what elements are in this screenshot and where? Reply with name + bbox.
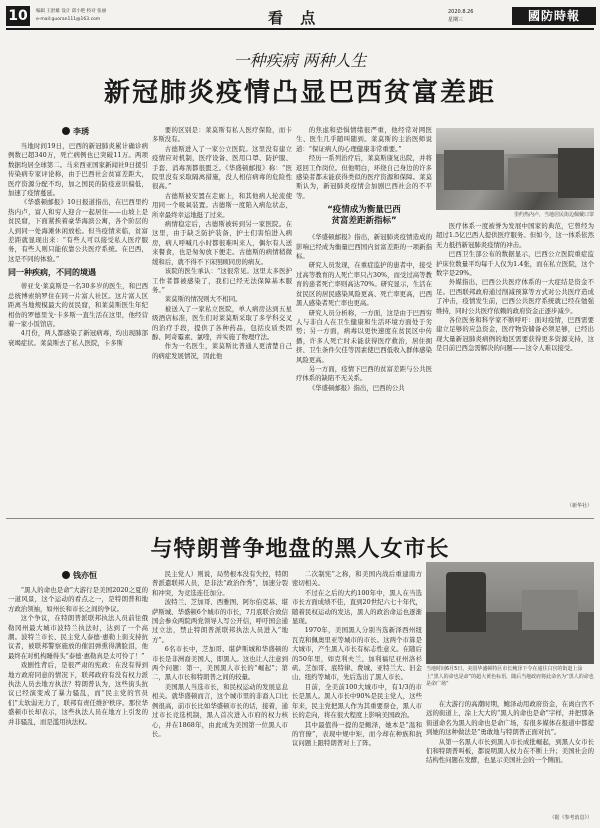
newspaper-masthead: 國防時報 [512, 7, 596, 25]
paragraph: 其中最值得一提的是鲍泽，她本是“温和的官僚”，表现中规中矩，而今却在种族和抗议问题上跟特朗普对上了阵。 [292, 720, 422, 748]
paragraph: 二次制宪”之称，和美国内战后重建南方密切相关。 [292, 570, 422, 588]
paragraph: 蒂亚戈·莱莫斯是一名30多岁的医生，和巴西总统博索纳罗住在同一片富人社区。这片富人区距离当地规模最大的贫民窟，和莱莫斯医生年纪相仿的罗德里戈·卡多斯一直生活在这里，他经营着一家小饭馆店。 [8, 282, 148, 328]
paragraph: 病情稳定后，古德斯被转到另一家医院。在这里，由于缺乏防护装备，护士们害怕进入病房，病人呼喊几小时都很难叫来人，偶尔有人送来餐食，也是匆匆放下便走。古德斯的病情稍微缓和后，就不得不下床照顾同房的病友。 [152, 220, 292, 266]
editor-credits: 编辑 王舒雄 设计 邱小艳 校对 张丽 [36, 9, 107, 14]
section-title: 看 点 [268, 9, 322, 27]
paragraph: 当地时间19日，巴西的新冠肺炎累计确诊病例数已超340万，死亡病例也已突破11万。两项数据均居全球第二。马来西亚国家新闻社9日援引传染病专家评论称，由于巴西社会贫富差距大，医疗资源分配不均，加之国民的防疫意识偏低，加速了疫情蔓延。 [8, 142, 148, 198]
paragraph: 戏剧性背后，是很严肃的宪政：在没有得到地方政府同意的情况下，联邦政府有没有权力派执法人员去地方执法？特朗普认为，这些街头抗议已经演变成了暴力骚乱，而“民主党的官员们”太软弱无力了，联邦有责任维护秩序。那位华盛顿市长却表示，这些执法人员在地方上引发的并非骚乱，而是滥用执法权。 [8, 661, 148, 726]
article1-column-3 [296, 126, 432, 510]
paragraph: 在大游行的高潮时期，鲍泽动用政府资金，在离白宫不远的街道上，涂上大大的“黑人的命也是命”字样，并把那条街道命名为黑人的命也是命广场，有很多媒体在报道中都提到她的这种做法是“勇敢地与特朗普正面对抗”。 [426, 700, 594, 737]
subhead-line: “疫情成为衡量巴西 [327, 205, 401, 216]
paragraph: 各位医务和科学家不断呼吁：面对疫情，巴西需要建立足够的应急资金，医疗物资储备必须足够，已经出现大量新冠肺炎病例的地区需要获得更多资源支持，这是目前巴西急需解决的问题——这令人难以接受。 [436, 316, 594, 353]
author-icon [62, 127, 70, 135]
paragraph: 作为一名医生，莱莫斯比普通人更清楚自己的病症发展情况，因此他 [152, 342, 292, 360]
paragraph: 古德斯被安置在走廊上，和其他病人轮流使用同一个吸氧装置。古德斯一度陷入病危状态，所幸最终幸运地挺了过来。 [152, 191, 292, 219]
article2-photo-caption: 当地时间6月5日，美国华盛顿特区市长鲍泽下令在通往白宫的街道上涂上“黑人的命也是命”的超大黄色标语，随后当地政府将此命名为“黑人的命也是命广场” [426, 666, 594, 687]
author-name: 李琇 [73, 127, 89, 136]
paragraph: 目前，全美前100大城市中，有1/3的市长是黑人。黑人市长中90%是民主党人，这些年来，民主党把黑人作为其重要票仓，黑人市长的走向，将在很大程度上影响美国政治。 [292, 682, 422, 720]
paragraph: 《华盛顿邮报》10日报道指出，在巴西里约热内卢，富人和穷人迎合一起居住——山坡上是贫民窟，下面紧挨着豪华海滨公寓，各个阶层的人到同一处海滩休闲放松。但当疫情来临，贫富差距就显现出来：“有些人可以接受私人医疗服务，有些人则只能依靠公共医疗系统。在巴西，这是不同的体验。” [8, 198, 148, 263]
paragraph: 6名市长中，芝加哥、堪萨斯城和华盛顿的市长是非洲裔美国人，即黑人。这也让人注意到两个问题：第一，美国黑人市长的“崛起”；第二，黑人市长和特朗普之间的较量。 [152, 645, 288, 682]
paragraph: “黑人的命也是命”大游行是美国2020之夏的一道风景，这个运动的看点之一，是特朗普和地方政治领袖，如州长和市长之间的争议。 [8, 586, 148, 613]
paragraph: 巴西卫生部公布的数据显示，巴西公立医院重症监护床位数量平均每千人仅为1.4张，而在私立医院，这个数字是29%。 [436, 250, 594, 278]
paragraph: 美国黑人当选市长，和民权运动的发展息息相关。就华盛顿而言，这个城市里的非裔人口比例很高，前市长比如华盛顿市长的话，接着，通过市长竞选机制，黑人首次进入市府的权力核心，并在1868年，由此成为美国第一位黑人市长。 [152, 682, 288, 738]
article1-subhead-2 [296, 205, 432, 227]
paragraph: 莱莫斯的情况则大不相同。 [164, 295, 242, 304]
paragraph: 民主党人）则说，局势根本没有失控，特朗普派遣联邦人员，是非法“政治作秀”，加速分裂和冲突，为竞选连任加分。 [152, 570, 288, 597]
paragraph: 另一方面，疫情下巴西的贫富差距与公共医疗体系的缺陷不无关系。 [296, 364, 432, 383]
paragraph: 这个争议，在特朗普派联邦执法人员前往俄勒冈州最大城市波特兰执法时，达到了一个高潮。波特兰市长、民主党人泰德·惠勒上街支持抗议者，被联邦警察施放的催泪弹熏得满脸泪，他最终在对机构睡得头“泰德·惠勒真是太可怜了！” [8, 614, 148, 660]
article1-column-2 [152, 126, 292, 510]
header-rule [6, 28, 594, 30]
article2-column-4 [426, 700, 594, 812]
author-icon [62, 571, 70, 579]
article2-headline: 与特朗普争地盘的黑人女市长 [150, 537, 450, 562]
paragraph: 的焦虑和恐惧情绪很严重，他经常对网医生、医生几乎随叫随到。莱莫斯的主治医师说道：“保证病人的心理健康非常重要。” [296, 126, 432, 153]
paragraph: 不过在之后的大约100年中，黑人在当选市长方面成绩不佳，直到20世纪六七十年代，随着民权运动的发达，黑人的政治命运也逐渐显现。 [292, 588, 422, 626]
article1-headline: 新冠肺炎疫情凸显巴西贫富差距 [103, 78, 496, 108]
article1-photo [436, 128, 594, 210]
date-text: 2020.8.26 [448, 9, 474, 15]
article1-source: （新华社） [566, 503, 592, 509]
article-divider [6, 518, 594, 519]
paragraph: 经历一系列治疗后，莱莫斯康复出院，并将返回工作岗位。但他明白，环绕自己身边的许多感染者都未能获得类似的医疗资源和保障。莱莫斯认为，新冠肺炎疫情会加剧巴西社会的不平等。 [296, 154, 432, 200]
paragraph: 波特兰、芝加哥、西雅图、阿尔伯克基、堪萨斯城、华盛顿6个城市的市长，7月底联合致信国会参众两院两党领导人写公开信，呼吁国会通过立法，禁止特朗普派联邦执法人员进入“地方”。 [152, 598, 288, 644]
article2-source: （据《参考消息》） [549, 815, 592, 821]
paragraph: 《华盛顿邮报》指出，巴西的公共 [308, 383, 405, 392]
paragraph: 古德斯进入了一家公立医院。这里没有建立疫情应对机制，医疗设备、医用口罩、防护服、手套、消毒剂都很匮乏。《华盛顿邮报》称：“医院里没有采取隔离措施，没人相信病毒的危险性很高。” [152, 144, 292, 191]
article1-column-1 [8, 142, 148, 510]
article2-column-2 [152, 570, 288, 822]
issue-date [448, 8, 473, 24]
paragraph: 4月份，两人都感染了新冠病毒，均出现肺部衰竭症状。莱莫斯去了私人医院，卡多斯 [8, 329, 148, 347]
article1-subhead: 同一种疾病，不同的境遇 [8, 268, 96, 278]
paragraph: 外媒指出，巴西公共医疗体系的一大症结是资金不足。巴西联邦政府通过削减预算等方式对公共医疗造成了冲击，疫情发生前，巴西公共医疗系统就已经在勉强维持，同时公共医疗依赖的政府资金正逐步减少。 [436, 278, 594, 315]
subhead-line: 贫富差距新指标” [331, 216, 397, 227]
article2-column-3 [292, 570, 422, 822]
author-name: 钱亦恒 [73, 571, 97, 580]
paragraph: 该院的医生承认：“这很常见。这里太多医护工作者都被感染了，我们已经无法保障基本服务。” [152, 267, 292, 294]
paragraph: 1970年，美国黑人分别当选新泽西州纽瓦克和佩奥里亚等城市的市长。这两个市算是大城市，产生黑人市长有标志性意义。在随后的50年里，如克利夫兰、加利福尼亚州洛杉矶、芝加哥、底特律、费城、亚特兰大、旧金山、纽约等城市，先后选出了黑人市长。 [292, 626, 422, 682]
article1-column-4 [436, 222, 594, 502]
contact-email: e-mail:guoran111@163.com [36, 17, 101, 22]
article2-byline [62, 570, 97, 581]
page-number: 10 [6, 6, 30, 26]
paragraph: 要的区别是：莱莫斯有私人医疗保险，而卡多斯没有。 [152, 126, 292, 144]
article2-photo [426, 562, 594, 664]
article1-kicker: 一种疾病 两种人生 [233, 51, 367, 70]
paragraph: 研究人员分析称，一方面，这是由于巴西穷人与非白人在卫生健康和生活环境方面处于劣势；另一方面，病毒以更快速度在贫民区中传播，许多人死亡时未能获得医疗救治，居住拥挤、卫生条件欠佳等因素使巴西低收入群体感染风险更高。 [296, 308, 432, 364]
paragraph: 从第一名黑人市长到黑人市长成批崛起，到黑人女市长们和特朗普叫板，都说明黑人权力在不断上升；美国社会的结构性问题在发酵，也显示美国社会的一个侧面。 [426, 737, 594, 765]
paragraph: 《华盛顿邮报》指出，新冠肺炎疫情造成的影响已经成为衡量巴西国内贫富差距的一项新指标。 [296, 233, 432, 261]
paragraph: 医疗体系一度被誉为发展中国家的典范，它曾经为超过1.5亿巴西人提供医疗服务。但如今，这一体系依然无力抵挡新冠肺炎疫情的冲击。 [436, 222, 594, 249]
article2-column-1 [8, 586, 148, 822]
article1-photo-caption: 里约热内卢，当地居民街边佩戴口罩 [513, 212, 594, 218]
weekday-text: 星期三 [448, 17, 464, 23]
paragraph: 研究人员发现，在重症监护的患者中，接受过高等教育的人死亡率只占30%，而受过高等教育的患者死亡率则高达70%。研究显示，生活在贫民区的居民感染风险更高、死亡率更高，巴西黑人感染者死亡率也更高。 [296, 261, 432, 308]
article1-byline [62, 126, 89, 137]
paragraph: 被送入了一家私立医院，单人病房达到五星级酒店标准，医生们对莱莫斯采取了多学科交叉的治疗手段，提供了各种药品，包括皮质类固醇、阿奇霉素、氯喹，并实施了物理疗法。 [152, 304, 292, 341]
